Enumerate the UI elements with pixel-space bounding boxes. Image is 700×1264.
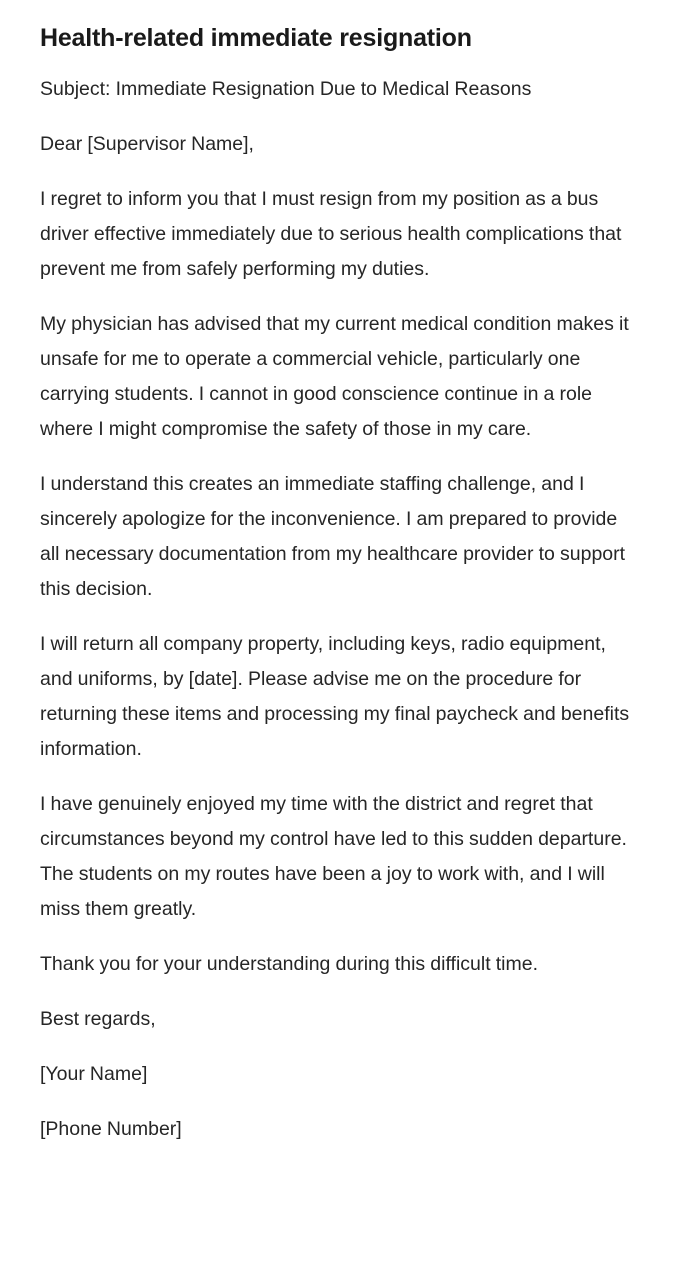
letter-paragraph-5: I have genuinely enjoyed my time with the district and regret that circumstances beyond my control have led to this sudden departure. The students on my routes have been a joy to work with, and I will miss them greatly. xyxy=(40,793,627,920)
letter-paragraph-2: My physician has advised that my current medical condition makes it unsafe for me to operate a commercial vehicle, particularly one carrying students. I cannot in good conscience continue in a role where I might compromise the safety of those in my care. xyxy=(40,313,629,440)
letter-paragraph-4: I will return all company property, including keys, radio equipment, and uniforms, by [date]. Please advise me on the procedure for returning these items and processing my final paycheck and benefits information. xyxy=(40,633,630,760)
letter-phone-placeholder: [Phone Number] xyxy=(40,1118,182,1140)
letter-signoff: Best regards, xyxy=(40,1008,156,1030)
letter-body xyxy=(40,72,640,1147)
letter-paragraph-3: I understand this creates an immediate staffing challenge, and I sincerely apologize for the inconvenience. I am prepared to provide all necessary documentation from my healthcare provider to support this decision. xyxy=(40,473,626,600)
letter-subject-line: Subject: Immediate Resignation Due to Medical Reasons xyxy=(40,78,532,100)
letter-closing-thanks: Thank you for your understanding during this difficult time. xyxy=(40,953,539,975)
letter-name-placeholder: [Your Name] xyxy=(40,1063,148,1085)
letter-paragraph-1: I regret to inform you that I must resign from my position as a bus driver effective immediately due to serious health complications that prevent me from safely performing my duties. xyxy=(40,188,622,280)
page-title: Health-related immediate resignation xyxy=(40,24,472,52)
letter-salutation: Dear [Supervisor Name], xyxy=(40,133,254,155)
